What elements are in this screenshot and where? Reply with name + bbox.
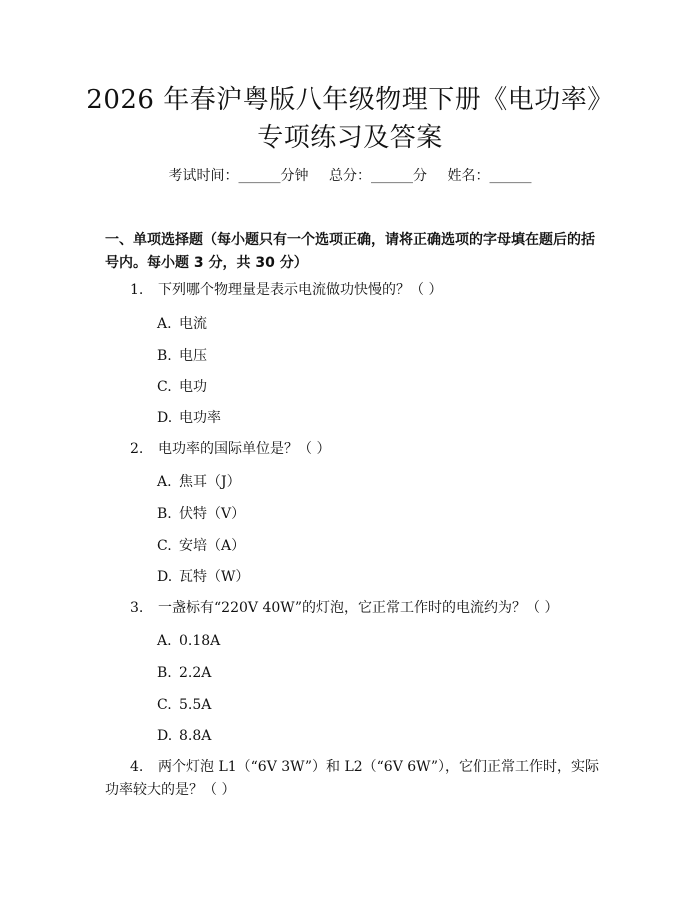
option-text: 伏特（V） (179, 506, 246, 522)
page-title-line1: 2026 年春沪粤版八年级物理下册《电功率》 (86, 85, 614, 115)
question-text: 下列哪个物理量是表示电流做功快慢的？（ ） (158, 282, 443, 298)
question-text-line1: 两个灯泡 L1（“6V 3W”）和 L2（“6V 6W”），它们正常工作时，实际 (158, 759, 599, 775)
option-letter: D. (157, 410, 173, 426)
option-text: 电流 (179, 316, 207, 332)
question-3 (130, 597, 600, 619)
option-1c (157, 377, 207, 397)
option-2c (157, 536, 245, 556)
option-3d (157, 726, 211, 746)
option-letter: B. (157, 506, 172, 522)
option-2a (157, 472, 241, 492)
section-heading-line2: 号内。每小题 3 分，共 30 分） (105, 255, 308, 271)
option-letter: B. (157, 665, 172, 681)
page-title-line2: 专项练习及答案 (257, 123, 443, 153)
option-2b (157, 504, 245, 524)
option-2d (157, 567, 249, 587)
exam-time-field: 考试时间：______分钟 (168, 168, 309, 184)
total-score-field: 总分：______分 (329, 168, 427, 184)
option-text: 电功 (179, 379, 207, 395)
option-letter: A. (157, 633, 172, 649)
option-letter: A. (157, 316, 172, 332)
option-letter: B. (157, 348, 172, 364)
option-1a (157, 314, 207, 334)
section-heading-line1: 一、单项选择题（每小题只有一个选项正确，请将正确选项的字母填在题后的括 (105, 232, 595, 248)
option-3c (157, 695, 211, 715)
question-4 (130, 756, 600, 778)
option-3b (157, 663, 211, 683)
option-letter: A. (157, 474, 172, 490)
question-2 (130, 438, 600, 460)
option-1d (157, 408, 221, 428)
student-name-field: 姓名：______ (447, 168, 532, 184)
question-4-continued (105, 779, 575, 801)
option-1b (157, 346, 207, 366)
option-text: 电压 (179, 348, 207, 364)
question-number: 2. (130, 441, 144, 457)
question-text: 一盏标有“220V 40W”的灯泡，它正常工作时的电流约为？（ ） (158, 600, 559, 616)
option-letter: D. (157, 569, 173, 585)
option-text: 安培（A） (179, 538, 246, 554)
question-text-line2: 功率较大的是？（ ） (105, 782, 236, 798)
option-3a (157, 631, 220, 651)
question-number: 3. (130, 600, 144, 616)
question-text: 电功率的国际单位是？（ ） (158, 441, 331, 457)
option-text: 8.8A (179, 728, 212, 744)
question-1 (130, 279, 600, 301)
option-letter: C. (157, 538, 172, 554)
option-text: 5.5A (179, 697, 212, 713)
option-text: 电功率 (179, 410, 221, 426)
option-letter: C. (157, 697, 172, 713)
option-letter: D. (157, 728, 173, 744)
exam-meta (0, 166, 700, 186)
option-letter: C. (157, 379, 172, 395)
option-text: 0.18A (179, 633, 221, 649)
question-number: 1. (130, 282, 144, 298)
option-text: 瓦特（W） (179, 569, 250, 585)
question-number: 4. (130, 759, 144, 775)
option-text: 2.2A (179, 665, 212, 681)
option-text: 焦耳（J） (179, 474, 241, 490)
